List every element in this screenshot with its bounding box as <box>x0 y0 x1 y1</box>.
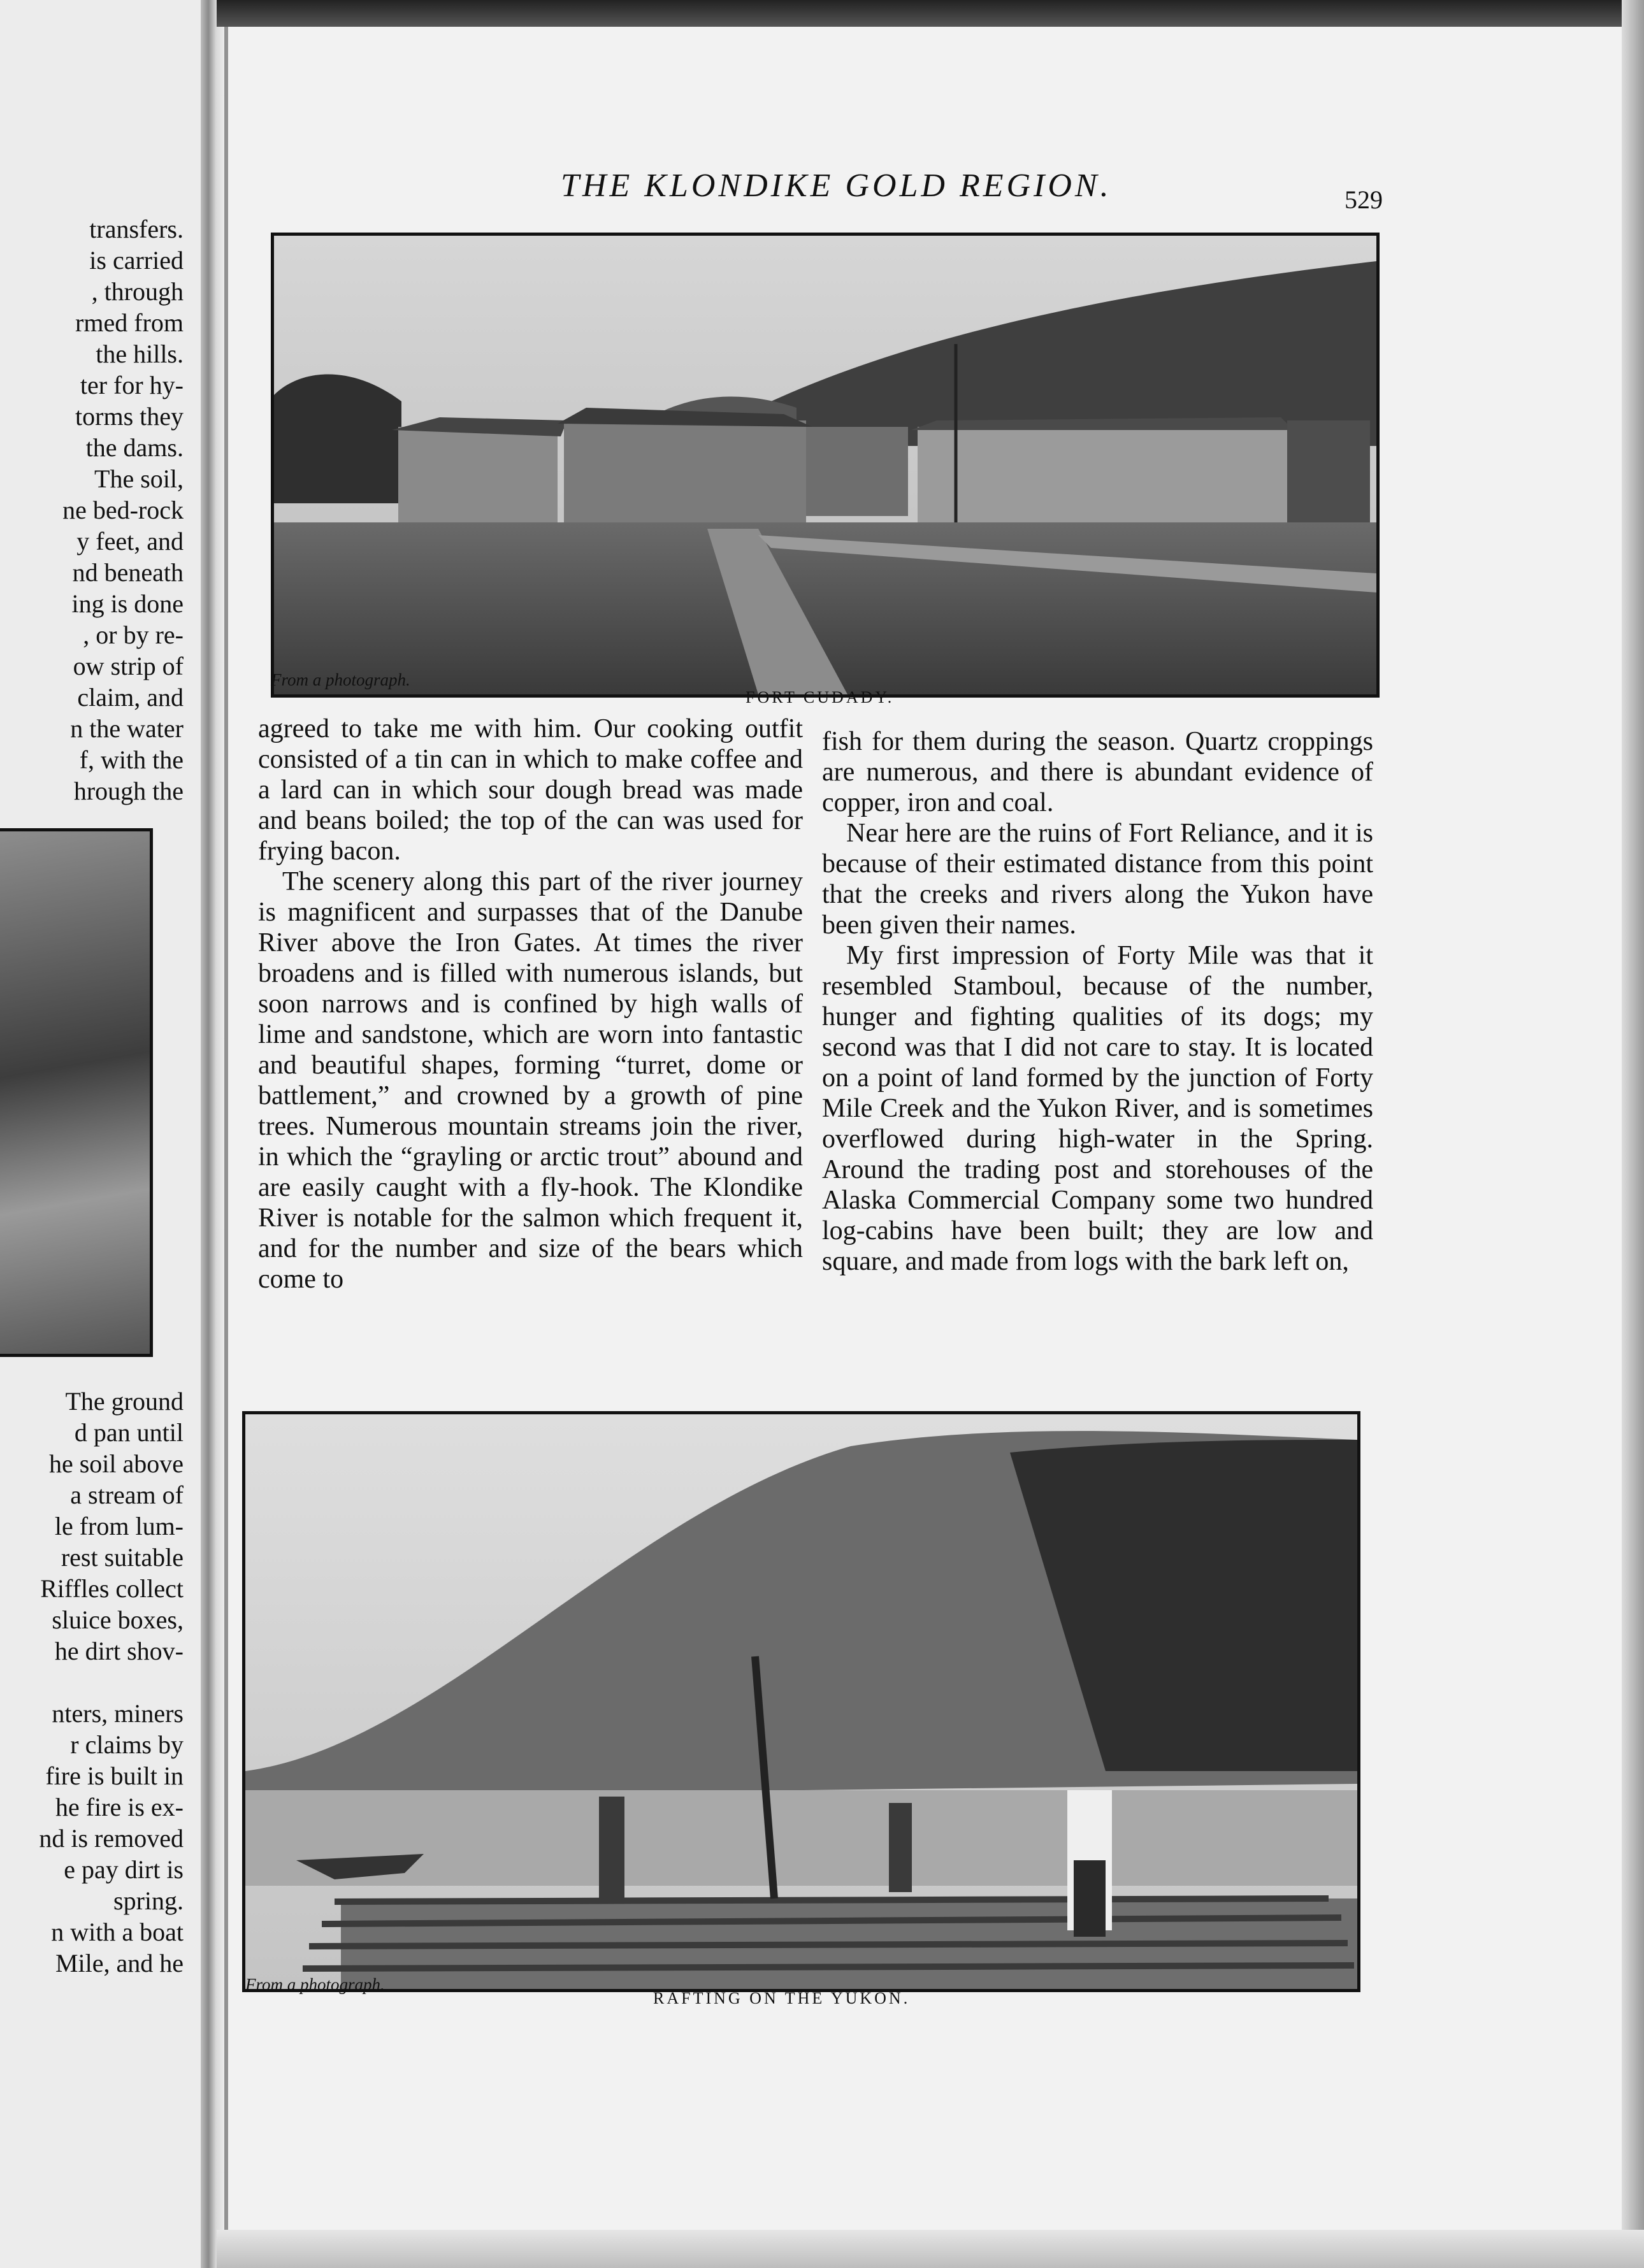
facing-page-line: The soil, <box>94 464 184 493</box>
facing-page-line: f, with the <box>79 745 184 774</box>
facing-page-line: the dams. <box>85 433 184 462</box>
running-head: THE KLONDIKE GOLD REGION. <box>561 168 1112 204</box>
facing-page-line: a stream of <box>70 1481 184 1509</box>
facing-page-line: spring. <box>113 1886 184 1915</box>
facing-page-photo <box>0 828 153 1357</box>
facing-page-line: ow strip of <box>73 652 184 680</box>
facing-page-line: Riffles collect <box>40 1574 184 1603</box>
fort-cudady-illustration <box>274 236 1376 694</box>
facing-page-line: transfers. <box>89 215 184 243</box>
page-edge-shadow <box>224 0 228 2230</box>
paragraph: fish for them during the season. Quartz croppings are numerous, and there is abundant evidence of copper, iron and coal. <box>822 727 1373 817</box>
facing-page-line: nd is removed <box>39 1824 184 1853</box>
scan-right-border <box>1622 0 1644 2268</box>
body-column-left <box>258 714 803 1295</box>
facing-page-line: he fire is ex- <box>55 1793 184 1821</box>
facing-page-line: ing is done <box>71 589 184 618</box>
figure2-credit: From a photograph. <box>245 1975 385 1994</box>
figure1-caption: FORT CUDADY. <box>746 688 895 707</box>
facing-page-line: nd beneath <box>72 558 184 587</box>
facing-page-line: The ground <box>65 1387 184 1416</box>
facing-page-line: rmed from <box>75 308 184 337</box>
facing-page-line: hrough the <box>73 777 184 805</box>
scan-top-border <box>217 0 1644 27</box>
body-column-right <box>822 726 1373 1277</box>
paragraph: My first impression of Forty Mile was that it resembled Stamboul, because of the number, hunger and fighting qualities of its dogs; my second was that I did not care to stay. It is located on a point of land formed by the junction of Forty Mile Creek and the Yukon River, and is sometimes overflowed during high-water in the Spring. Around the trading post and storehouses of the Alaska Commercial Company some two hundred log-cabins have been built; they are low and square, and made from logs with the bark left on, <box>822 941 1373 1276</box>
facing-page-line: d pan until <box>74 1418 184 1447</box>
figure1-credit: From a photograph. <box>271 670 410 689</box>
facing-page-line: , through <box>91 277 184 306</box>
paragraph: agreed to take me with him. Our cooking outfit consisted of a tin can in which to make coffee and a lard can in which sour dough bread was made and beans boiled; the top of the can was used for frying bacon. <box>258 714 803 866</box>
facing-page-line: ne bed-rock <box>62 496 184 524</box>
facing-page-line: sluice boxes, <box>52 1605 184 1634</box>
facing-page-line: claim, and <box>77 683 184 712</box>
facing-page-line: Mile, and he <box>55 1949 184 1977</box>
paragraph: Near here are the ruins of Fort Reliance, and it is because of their estimated distance from this point that the creeks and rivers along the Yukon have been given their names. <box>822 819 1373 940</box>
facing-page-line: , or by re- <box>83 621 184 649</box>
facing-page <box>0 0 210 2268</box>
facing-page-line: he dirt shov- <box>54 1637 184 1665</box>
fort-cudady-photograph <box>271 233 1380 698</box>
facing-page-line: torms they <box>75 402 184 431</box>
paragraph: The scenery along this part of the river journey is magnificent and surpasses that of the Danube River above the Iron Gates. At times the river broadens and is filled with numerous islands, but soon narrows and is confined by high walls of lime and sandstone, which are worn into fantastic and beautiful shapes, forming “turret, dome or battlement,” and crowned by a growth of pine trees. Numerous mountain streams join the river, in which the “grayling or arctic trout” abound and are easily caught with a fly-hook. The Klondike River is notable for the salmon which frequent it, and for the number and size of the bears which come to <box>258 867 803 1294</box>
figure2-caption: RAFTING ON THE YUKON. <box>653 1989 911 2007</box>
facing-page-line: fire is built in <box>45 1762 184 1790</box>
facing-page-line: the hills. <box>96 340 184 368</box>
facing-page-line: e pay dirt is <box>64 1855 184 1884</box>
facing-page-line: n with a boat <box>51 1918 184 1946</box>
facing-page-line: nters, miners <box>52 1699 184 1728</box>
facing-page-line: le from lum- <box>54 1512 184 1540</box>
scan-bottom-border <box>217 2230 1644 2268</box>
facing-page-line: n the water <box>70 714 184 743</box>
facing-page-line: rest suitable <box>61 1543 184 1572</box>
facing-page-line: he soil above <box>48 1449 184 1478</box>
rafting-on-yukon-photograph <box>242 1411 1360 1992</box>
facing-page-line: y feet, and <box>76 527 184 556</box>
facing-page-line: ter for hy- <box>80 371 184 399</box>
book-binding-gutter <box>201 0 226 2268</box>
page-number: 529 <box>1345 185 1383 214</box>
facing-page-line: r claims by <box>70 1730 184 1759</box>
facing-page-line: is carried <box>89 246 184 275</box>
rafting-illustration <box>245 1414 1357 1989</box>
